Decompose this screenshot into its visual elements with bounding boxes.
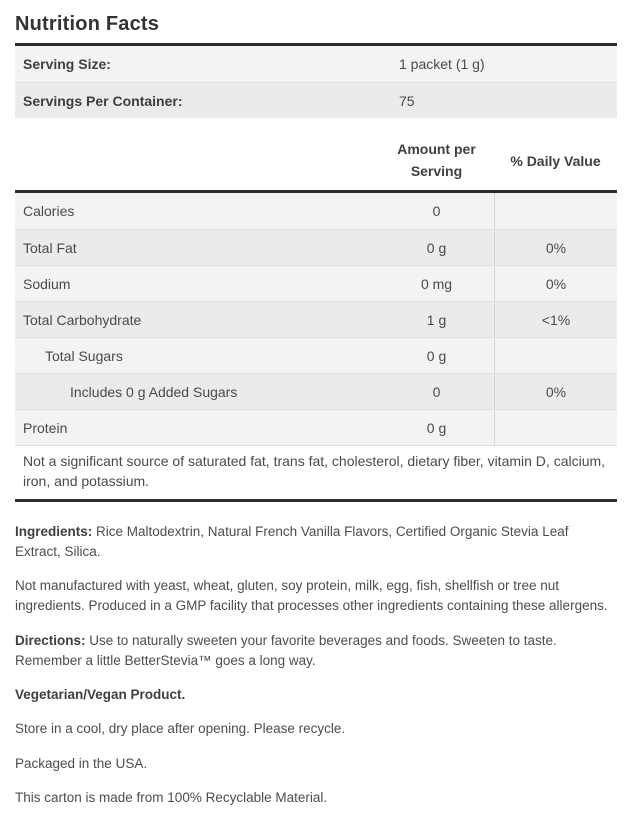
nutrition-facts-panel xyxy=(0,13,632,808)
table-row-protein xyxy=(15,409,617,445)
product-info-block xyxy=(15,522,617,809)
packaged-text: Packaged in the USA. xyxy=(15,755,148,771)
nutrition-table-header xyxy=(15,118,617,190)
table-row-total-carbohydrate xyxy=(15,301,617,337)
nutrient-name: Calories xyxy=(23,203,75,219)
nutrition-table xyxy=(15,118,617,502)
nutrient-daily-value xyxy=(494,193,617,229)
nutrient-daily-value xyxy=(494,338,617,373)
nutrient-amount: 0 xyxy=(432,203,441,219)
ingredients-text xyxy=(15,522,617,563)
nutrient-name: Sodium xyxy=(23,275,71,292)
nutrient-name: Total Fat xyxy=(23,239,77,256)
serving-size-row xyxy=(15,46,617,82)
serving-table xyxy=(15,43,617,118)
table-row-total-sugars xyxy=(15,337,617,373)
recyclable-statement xyxy=(15,788,617,808)
servings-per-container-row xyxy=(15,82,617,118)
nutrition-table-body xyxy=(15,190,617,502)
daily-value-header: % Daily Value xyxy=(510,153,601,169)
storage-text: Store in a cool, dry place after opening. Please recycle. xyxy=(15,721,346,737)
allergen-statement xyxy=(15,576,617,617)
serving-size-value: 1 packet (1 g) xyxy=(399,56,485,72)
page-title: Nutrition Facts xyxy=(15,13,160,35)
allergen-text: Not manufactured with yeast, wheat, gluten, soy protein, milk, egg, fish, shellfish or tree nut ingredients. Produced in a GMP facility that processes other ingredients containing these allergens. xyxy=(15,578,608,614)
table-row-total-fat xyxy=(15,229,617,265)
nutrient-amount: 0 g xyxy=(426,239,447,256)
ingredients-list: Rice Maltodextrin, Natural French Vanilla Flavors, Certified Organic Stevia Leaf Extract, Silica. xyxy=(15,523,569,559)
nutrient-daily-value: 0% xyxy=(494,230,617,265)
packaged-statement xyxy=(15,754,617,774)
table-row-calories xyxy=(15,193,617,229)
directions-body: Use to naturally sweeten your favorite beverages and foods. Sweeten to taste. Remember a little BetterStevia™ goes a long way. xyxy=(15,632,557,668)
vegetarian-vegan-bold: Vegetarian/Vegan Product. xyxy=(15,687,186,703)
nutrient-amount: 0 mg xyxy=(420,275,453,292)
directions-text xyxy=(15,631,617,672)
table-row-added-sugars xyxy=(15,373,617,409)
servings-per-container-label: Servings Per Container: xyxy=(23,92,183,109)
nutrient-amount: 0 g xyxy=(426,419,447,436)
storage-statement xyxy=(15,719,617,739)
vegetarian-vegan-statement xyxy=(15,685,617,705)
serving-size-label: Serving Size: xyxy=(23,56,111,72)
nutrient-daily-value xyxy=(494,410,617,445)
nutrient-amount: 0 g xyxy=(426,347,447,364)
insignificant-source-note: Not a significant source of saturated fat, trans fat, cholesterol, dietary fiber, vitamin D, calcium, iron, and potassium. xyxy=(15,445,617,499)
nutrient-name: Total Sugars xyxy=(45,347,123,364)
ingredients-label: Ingredients: xyxy=(15,523,93,539)
amount-per-serving-header: Amount per Serving xyxy=(397,141,476,179)
nutrient-daily-value: 0% xyxy=(494,374,617,409)
table-row-sodium xyxy=(15,265,617,301)
nutrient-amount: 1 g xyxy=(426,311,447,328)
nutrient-amount: 0 xyxy=(432,383,441,400)
nutrient-daily-value: <1% xyxy=(494,302,617,337)
nutrient-name: Total Carbohydrate xyxy=(23,311,142,328)
directions-label: Directions: xyxy=(15,632,86,648)
nutrient-name: Includes 0 g Added Sugars xyxy=(70,383,238,400)
recyclable-text: This carton is made from 100% Recyclable Material. xyxy=(15,789,328,805)
nutrient-name: Protein xyxy=(23,419,68,436)
nutrient-daily-value: 0% xyxy=(494,266,617,301)
servings-per-container-value: 75 xyxy=(399,92,415,109)
